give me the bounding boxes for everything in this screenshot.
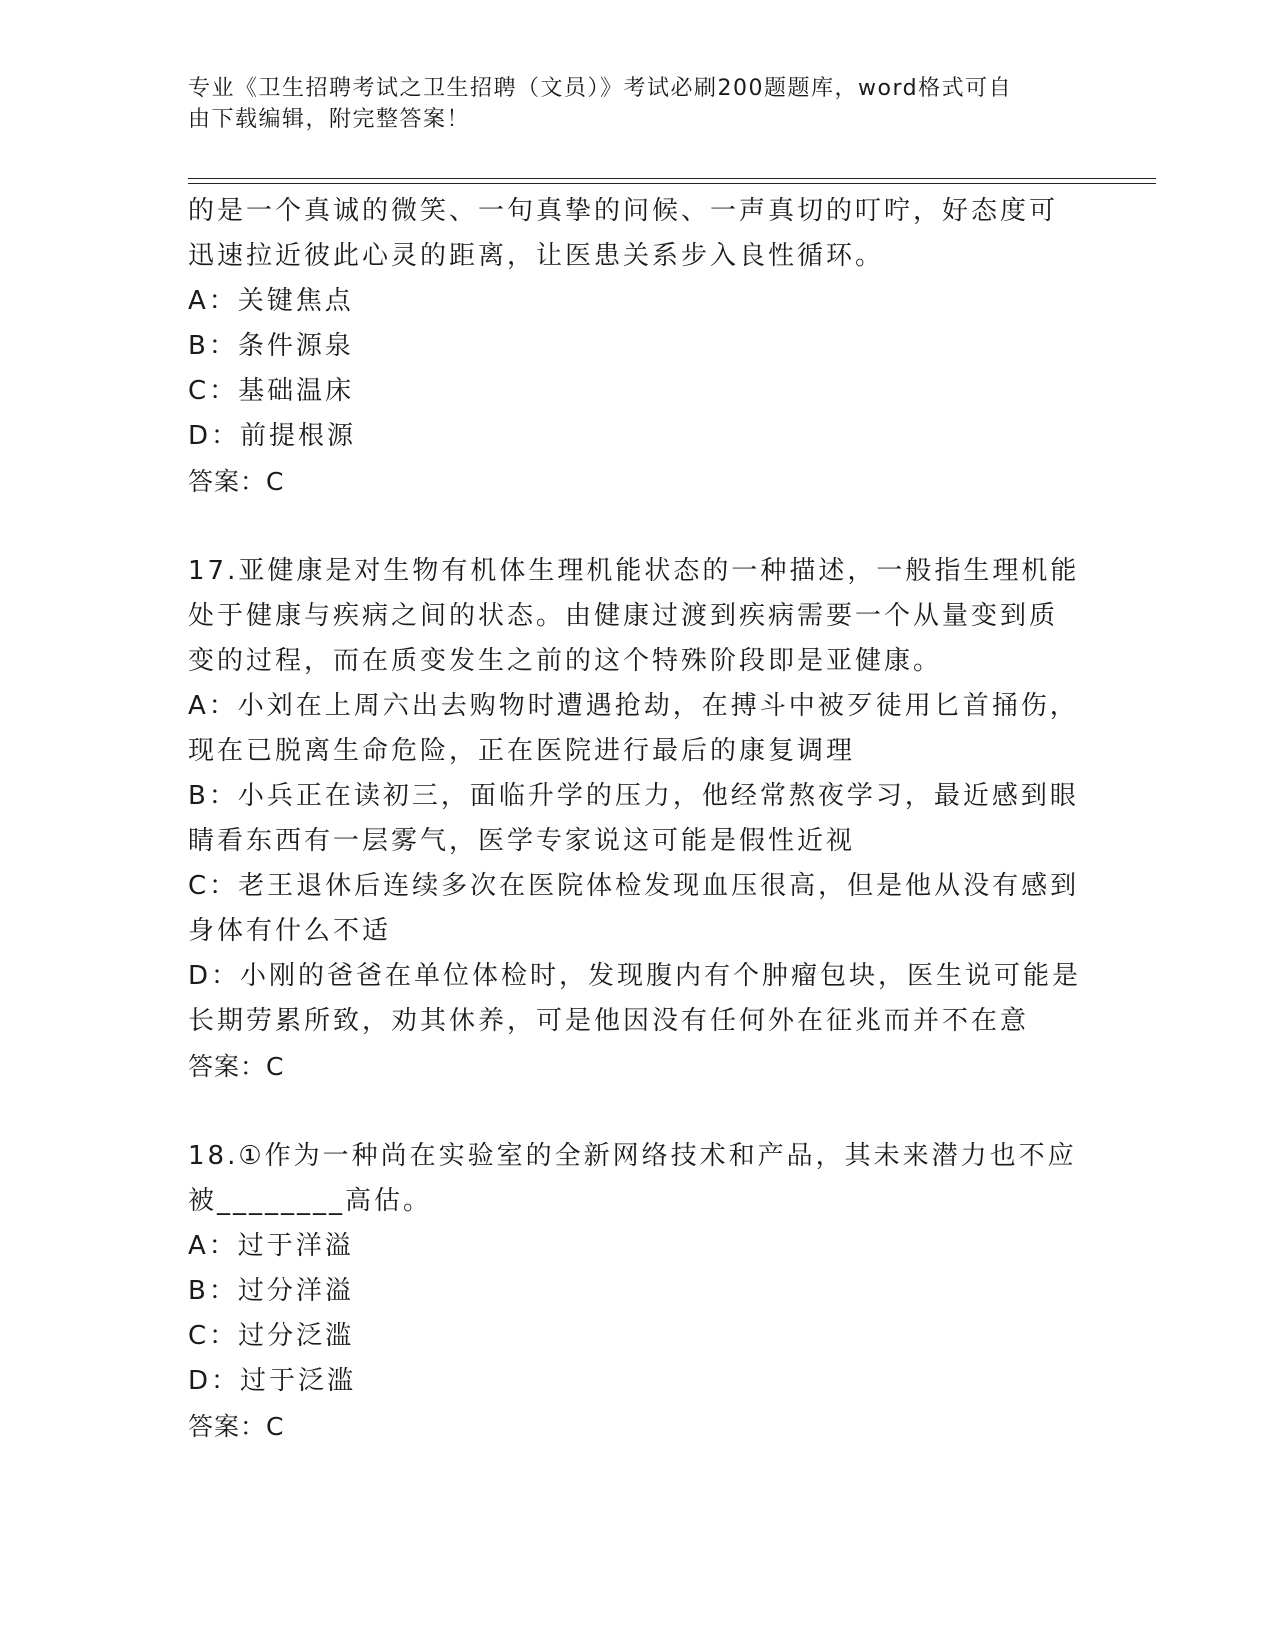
option-a: A：过于洋溢 [188,1231,354,1261]
answer-label: 答案：C [188,1052,285,1081]
option-d-continued: 长期劳累所致，劝其休养，可是他因没有任何外在征兆而并不在意 [188,1006,1030,1036]
option-c: C：老王退休后连续多次在医院体检发现血压很高，但是他从没有感到 [188,871,1080,901]
document-header [188,73,1088,135]
option-a: A：小刘在上周六出去购物时遭遇抢劫，在搏斗中被歹徒用匕首捅伤， [188,691,1079,721]
spacer [188,1089,1088,1134]
question-18 [188,1134,1088,1449]
header-line-1: 专业《卫生招聘考试之卫生招聘（文员）》考试必刷200题题库，word格式可自 [188,76,1013,101]
question-stem-line: 的是一个真诚的微笑、一句真挚的问候、一声真切的叮咛，好态度可 [188,196,1059,226]
option-b: B：条件源泉 [188,331,354,361]
header-divider-top [188,178,1156,179]
question-17 [188,549,1088,1089]
question-stem-line: 处于健康与疾病之间的状态。由健康过渡到疾病需要一个从量变到质 [188,601,1059,631]
option-b: B：过分洋溢 [188,1276,354,1306]
option-c: C：过分泛滥 [188,1321,355,1351]
question-stem-line: 17.亚健康是对生物有机体生理机能状态的一种描述，一般指生理机能 [188,556,1080,586]
option-b: B：小兵正在读初三，面临升学的压力，他经常熬夜学习，最近感到眼 [188,781,1079,811]
question-stem-line: 变的过程，而在质变发生之前的这个特殊阶段即是亚健康。 [188,646,943,676]
header-divider-bottom [188,183,1156,184]
option-a: A：关键焦点 [188,286,354,316]
option-d: D：过于泛滥 [188,1366,357,1396]
answer-label: 答案：C [188,467,285,496]
option-c: C：基础温床 [188,376,355,406]
question-16 [188,189,1088,504]
question-stem-line: 被________高估。 [188,1186,433,1216]
option-d: D：小刚的爸爸在单位体检时，发现腹内有个肿瘤包块，医生说可能是 [188,961,1082,991]
option-a-continued: 现在已脱离生命危险，正在医院进行最后的康复调理 [188,736,856,766]
spacer [188,504,1088,549]
option-c-continued: 身体有什么不适 [188,916,392,946]
option-b-continued: 睛看东西有一层雾气，医学专家说这可能是假性近视 [188,826,856,856]
header-line-2: 由下载编辑，附完整答案！ [188,107,471,132]
question-stem-line: 18.①作为一种尚在实验室的全新网络技术和产品，其未来潜力也不应 [188,1141,1077,1171]
question-content [188,189,1088,1449]
answer-label: 答案：C [188,1412,285,1441]
option-d: D：前提根源 [188,421,357,451]
question-stem-line: 迅速拉近彼此心灵的距离，让医患关系步入良性循环。 [188,241,885,271]
